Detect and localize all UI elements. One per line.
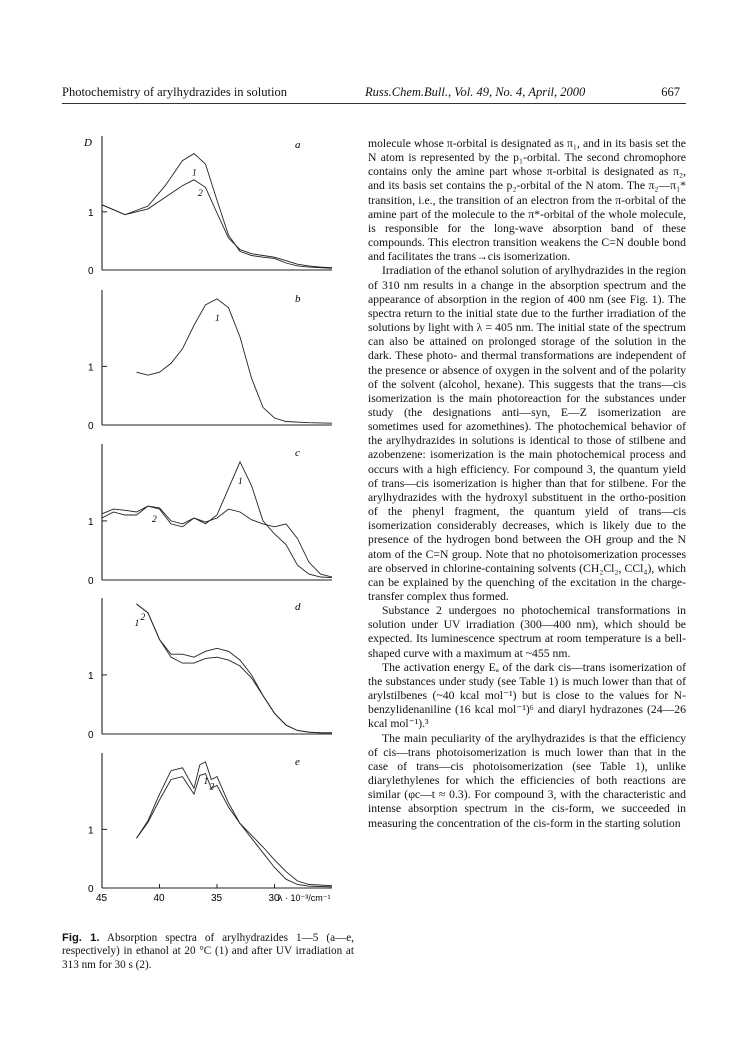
figure-1 [60,128,350,923]
curve-label: 1 [215,313,220,324]
curve-label: 1 [203,776,209,787]
x-tick-label: 35 [211,893,223,904]
caption-text: Absorption spectra of arylhydrazides 1—5 (a—e, respectively) in ethanol at 20 °C (1) and after UV irradiation at 313 nm for 30 s (2). [62,932,354,971]
y-tick-label: 1 [88,207,94,219]
y-tick-label: 1 [88,362,94,374]
y-tick-label: 1 [88,516,94,528]
spectrum-curve-1 [102,154,332,269]
x-tick-label: 40 [153,893,165,904]
curve-label: 2 [198,188,203,199]
y-tick-label: 0 [88,884,94,895]
y-tick-label: 0 [88,576,94,587]
y-tick-label: 1 [88,825,94,837]
curve-label: 1 [238,476,243,487]
spectrum-curve-1 [137,762,333,887]
y-axis-label: D [84,137,92,149]
spectrum-curve-1 [134,604,333,733]
x-axis-label: λ · 10⁻³/cm⁻¹ [278,893,331,903]
spectrum-curve-2 [134,604,333,733]
panel-letter: c [295,447,300,459]
x-tick-label: 45 [96,893,108,904]
running-header [62,85,686,104]
paragraph: molecule whose π-orbital is designated as π₁, and in its basis set the N atom is represented by the p₁-orbital. The second chromophore contains only the amine part whose π-orbital is designated as π₂, and its basis set contains the p₂-orbital of the N atom. The π₂—π₁* transition, i.e., the transition of an electron from the π-orbital of the amine part of the molecule to the π*-orbital of the whole molecule, is responsible for the long-wave absorption band of these compounds. This electron transition weakens the C=N double bond and facilitates the trans→cis isomerization. [368,137,686,264]
y-tick-label: 0 [88,730,94,741]
figure-caption [62,932,354,972]
spectrum-curve-2 [102,180,332,268]
y-tick-label: 0 [88,266,94,277]
y-tick-label: 1 [88,670,94,682]
curve-label: 2 [140,613,146,623]
panel-letter: d [295,601,301,613]
panel-letter: a [295,139,301,151]
paragraph: Irradiation of the ethanol solution of arylhydrazides in the region of 310 nm results in a change in the absorption spectrum and the appearance of absorption in the region of 400 nm (see Fig. 1). The spectra return to the initial state due to the further irradiation of the solutions by light with λ = 405 nm. The initial state of the spectrum can also be attained on prolonged storage of the solution in the dark. These photo- and thermal transformations are independent of the presence or absence of oxygen in the solvent and of the polarity of the solvent (alcohol, hexane). This suggests that the trans—cis isomerization is the main photoreaction for the substances under study (the designations anti—syn, E—Z isomerization are sometimes used for azomethines). The photochemical behavior of the arylhydrazides in solutions is identical to those of stilbene and azobenzene: isomerization is the main photochemical process and occurs with a high efficiency. For compound 3, the quantum yield of trans—cis isomerization is higher than that for stilbene. For the arylhydrazides with the hydroxyl substituent in the ortho-position of the phenyl fragment, the quantum yield of trans—cis isomerization considerably decreases, which is likely due to the presence of the hydrogen bond between the OH group and the N atom of the C=N group. Note that no photoisomerization processes are observed in chlorine-containing solvents (CH₂Cl₂, CCl₄), which can be explained by the quenching of the excitation in the charge-transfer complex thus formed. [368,264,686,603]
spectrum-curve-1 [137,299,333,423]
curve-label: 1 [192,168,197,179]
x-tick-label: 30 [268,893,280,904]
y-tick-label: 0 [88,421,94,432]
curve-label: 2 [152,515,157,526]
paragraph: The activation energy Eₐ of the dark cis—trans isomerization of the substances under study (see Table 1) is much lower than that of arylstilbenes (~40 kcal mol⁻¹) but is close to the values for N-benzylidenaniline (16 kcal mol⁻¹)⁶ and diaryl hydrazones (24—26 kcal mol⁻¹).³ [368,660,686,731]
right-column-text [368,137,686,831]
spectrum-curve-1 [102,462,332,578]
paragraph: Substance 2 undergoes no photochemical transformations in solution under UV irradiation (300—400 nm), which should be expected. Its luminescence spectrum at room temperature is a bell-shaped curve with a maximum at ~455 nm. [368,604,686,660]
panel-letter: b [295,293,301,305]
spectrum-curve-2 [102,506,332,577]
curve-label: 1 [134,619,140,629]
running-title: Photochemistry of arylhydrazides in solution [62,85,287,99]
spectrum-curve-2 [137,774,333,886]
paragraph: The main peculiarity of the arylhydrazides is that the efficiency of cis—trans photoisomerization is much lower than that in the case of trans—cis photoisomerization (see Table 1), unlike diarylethylenes for which the efficiencies of both reactions are similar (φc—t ≈ 0.3). For compound 3, with the characteristic and intense absorption spectrum in the cis-form, we succeeded in measuring the concentration of the cis-form in the starting solution [368,731,686,830]
curve-label: 2 [209,782,215,793]
panel-letter: e [295,756,300,768]
journal-citation: Russ.Chem.Bull., Vol. 49, No. 4, April, 2000 [365,85,586,99]
figure-label: Fig. 1. [62,932,100,944]
absorption-spectra-plot [60,128,350,923]
page-number: 667 [661,85,680,99]
